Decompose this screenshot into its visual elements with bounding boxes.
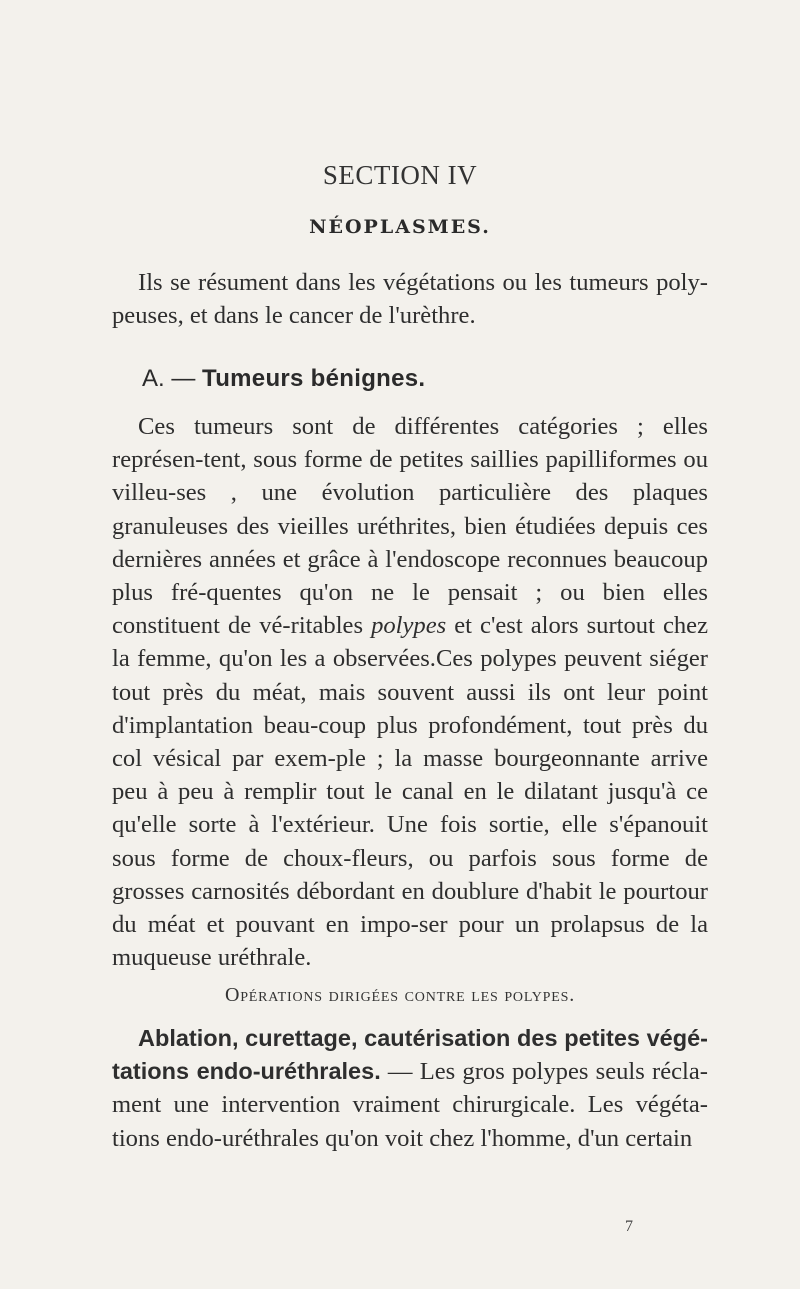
subheading-label: A. — — [142, 365, 203, 392]
operations-heading: Opérations dirigées contre les polypes. — [224, 984, 576, 1006]
ablation-text: — Les gros polypes seuls récla-ment une intervention vraiment chirurgicale. Les végéta-tions endo-uréthrales qu'on voit chez l'homme, d'un certain — [112, 1058, 708, 1152]
benign-tumors-paragraph — [112, 410, 708, 974]
section-heading: SECTION IV — [322, 160, 478, 190]
intro-paragraph — [112, 266, 708, 332]
subheading-benign-tumors — [142, 365, 425, 393]
ablation-lead: Ablation, curettage, cautérisation des petites végé-tations endo-uréthrales. — [112, 1025, 708, 1085]
page-number: 7 — [625, 1218, 633, 1235]
chapter-title: NÉOPLASMES. — [309, 216, 491, 238]
benign-paragraph-text-1: Ces tumeurs sont de différentes catégories ; elles représen-tent, sous forme de petites saillies papilliformes ou villeu-ses , une évolution particulière des plaques granuleuses des vieilles uréthrites, bien étudiées depuis ces dernières années et grâce à l'endoscope reconnues beaucoup plus fré-quentes qu'on ne le pensait ; ou bien elles constituent de vé-ritables — [112, 413, 708, 640]
subheading-title: Tumeurs bénignes. — [202, 365, 426, 392]
intro-paragraph-text: Ils se résument dans les végétations ou les tumeurs poly-peuses, et dans le cancer de l'urèthre. — [112, 269, 708, 330]
benign-paragraph-text-2: et c'est alors surtout chez la femme, qu'on les a observées.Ces polypes peuvent siéger tout près du méat, mais souvent aussi ils ont leur point d'implantation beau-coup plus profondément, tout près du col vésical par exem-ple ; la masse bourgeonnante arrive peu à peu à remplir tout le canal en le dilatant jusqu'à ce qu'elle sorte à l'extérieur. Une fois sortie, elle s'épanouit sous forme de choux-fleurs, ou parfois sous forme de grosses carnosités débordant en doublure d'habit le pourtour du méat et pouvant en impo-ser pour un prolapsus de la muqueuse uréthrale. — [112, 612, 709, 972]
ablation-paragraph — [112, 1022, 708, 1155]
benign-paragraph-italic: polypes — [371, 612, 447, 640]
